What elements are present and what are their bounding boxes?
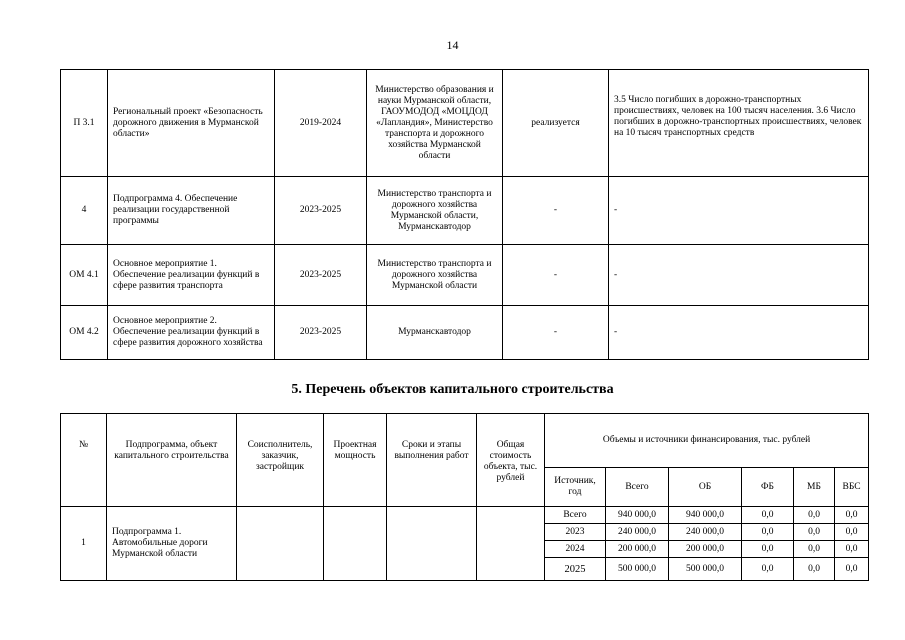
funding-ob: 500 000,0 bbox=[669, 558, 742, 581]
funding-fb: 0,0 bbox=[742, 541, 794, 558]
header-row bbox=[61, 414, 869, 468]
header-num: № bbox=[61, 414, 107, 507]
funding-vbs: 0,0 bbox=[835, 541, 869, 558]
funding-vbs: 0,0 bbox=[835, 507, 869, 524]
funding-source: 2025 bbox=[545, 558, 606, 581]
event-executor: Мурманскавтодор bbox=[367, 306, 503, 360]
header-mb: МБ bbox=[794, 468, 835, 507]
object-cost bbox=[477, 507, 545, 581]
event-period: 2023-2025 bbox=[275, 245, 367, 306]
funding-mb: 0,0 bbox=[794, 541, 835, 558]
program-events-table bbox=[60, 69, 869, 360]
event-name: Региональный проект «Безопасность дорожного движения в Мурманской области» bbox=[108, 70, 275, 177]
event-status: реализуется bbox=[503, 70, 609, 177]
table-row bbox=[61, 507, 869, 524]
table-row bbox=[61, 245, 869, 306]
event-indicators: - bbox=[609, 306, 869, 360]
funding-mb: 0,0 bbox=[794, 507, 835, 524]
funding-fb: 0,0 bbox=[742, 524, 794, 541]
header-funding: Объемы и источники финансирования, тыс. рублей bbox=[545, 414, 869, 468]
row-number: П 3.1 bbox=[61, 70, 108, 177]
funding-fb: 0,0 bbox=[742, 558, 794, 581]
funding-ob: 200 000,0 bbox=[669, 541, 742, 558]
header-stages: Сроки и этапы выполнения работ bbox=[387, 414, 477, 507]
object-num: 1 bbox=[61, 507, 107, 581]
funding-vbs: 0,0 bbox=[835, 558, 869, 581]
event-period: 2023-2025 bbox=[275, 177, 367, 245]
funding-ob: 240 000,0 bbox=[669, 524, 742, 541]
funding-source: 2024 bbox=[545, 541, 606, 558]
funding-total: 500 000,0 bbox=[606, 558, 669, 581]
object-coexecutor bbox=[237, 507, 324, 581]
event-name: Основное мероприятие 2. Обеспечение реализации функций в сфере развития дорожного хозяйства bbox=[108, 306, 275, 360]
funding-fb: 0,0 bbox=[742, 507, 794, 524]
funding-mb: 0,0 bbox=[794, 524, 835, 541]
header-ob: ОБ bbox=[669, 468, 742, 507]
table-row bbox=[61, 70, 869, 177]
capital-construction-table bbox=[60, 413, 869, 581]
funding-total: 200 000,0 bbox=[606, 541, 669, 558]
header-coexecutor: Соисполнитель, заказчик, застройщик bbox=[237, 414, 324, 507]
object-program: Подпрограмма 1. Автомобильные дороги Мурманской области bbox=[107, 507, 237, 581]
object-stages bbox=[387, 507, 477, 581]
event-period: 2019-2024 bbox=[275, 70, 367, 177]
event-period: 2023-2025 bbox=[275, 306, 367, 360]
event-executor: Министерство транспорта и дорожного хозяйства Мурманской области bbox=[367, 245, 503, 306]
event-executor: Министерство транспорта и дорожного хозяйства Мурманской области, Мурманскавтодор bbox=[367, 177, 503, 245]
row-number: 4 bbox=[61, 177, 108, 245]
funding-vbs: 0,0 bbox=[835, 524, 869, 541]
header-total: Всего bbox=[606, 468, 669, 507]
row-number: ОМ 4.2 bbox=[61, 306, 108, 360]
event-status: - bbox=[503, 306, 609, 360]
event-indicators: - bbox=[609, 177, 869, 245]
event-executor: Министерство образования и науки Мурманской области, ГАОУМОДОД «МОЦДОД «Лапландия», Министерство транспорта и дорожного хозяйства Мурманской области bbox=[367, 70, 503, 177]
section-title: 5. Перечень объектов капитального строительства bbox=[291, 382, 614, 397]
header-source: Источник, год bbox=[545, 468, 606, 507]
funding-total: 940 000,0 bbox=[606, 507, 669, 524]
header-capacity: Проектная мощность bbox=[324, 414, 387, 507]
event-name: Подпрограмма 4. Обеспечение реализации государственной программы bbox=[108, 177, 275, 245]
header-fb: ФБ bbox=[742, 468, 794, 507]
funding-ob: 940 000,0 bbox=[669, 507, 742, 524]
event-status: - bbox=[503, 245, 609, 306]
event-indicators: 3.5 Число погибших в дорожно-транспортных происшествиях, человек на 100 тысяч населения. 3.6 Число погибших в дорожно-транспортных происшествиях, человек на 10 тысяч транспортных средств bbox=[609, 70, 869, 177]
header-vbs: ВБС bbox=[835, 468, 869, 507]
row-number: ОМ 4.1 bbox=[61, 245, 108, 306]
event-name: Основное мероприятие 1. Обеспечение реализации функций в сфере развития транспорта bbox=[108, 245, 275, 306]
funding-mb: 0,0 bbox=[794, 558, 835, 581]
funding-source: 2023 bbox=[545, 524, 606, 541]
event-indicators: - bbox=[609, 245, 869, 306]
funding-source: Всего bbox=[545, 507, 606, 524]
table-row bbox=[61, 306, 869, 360]
object-capacity bbox=[324, 507, 387, 581]
table-row bbox=[61, 177, 869, 245]
page-number: 14 bbox=[446, 38, 459, 52]
event-status: - bbox=[503, 177, 609, 245]
funding-total: 240 000,0 bbox=[606, 524, 669, 541]
header-cost: Общая стоимость объекта, тыс. рублей bbox=[477, 414, 545, 507]
header-program: Подпрограмма, объект капитального строительства bbox=[107, 414, 237, 507]
